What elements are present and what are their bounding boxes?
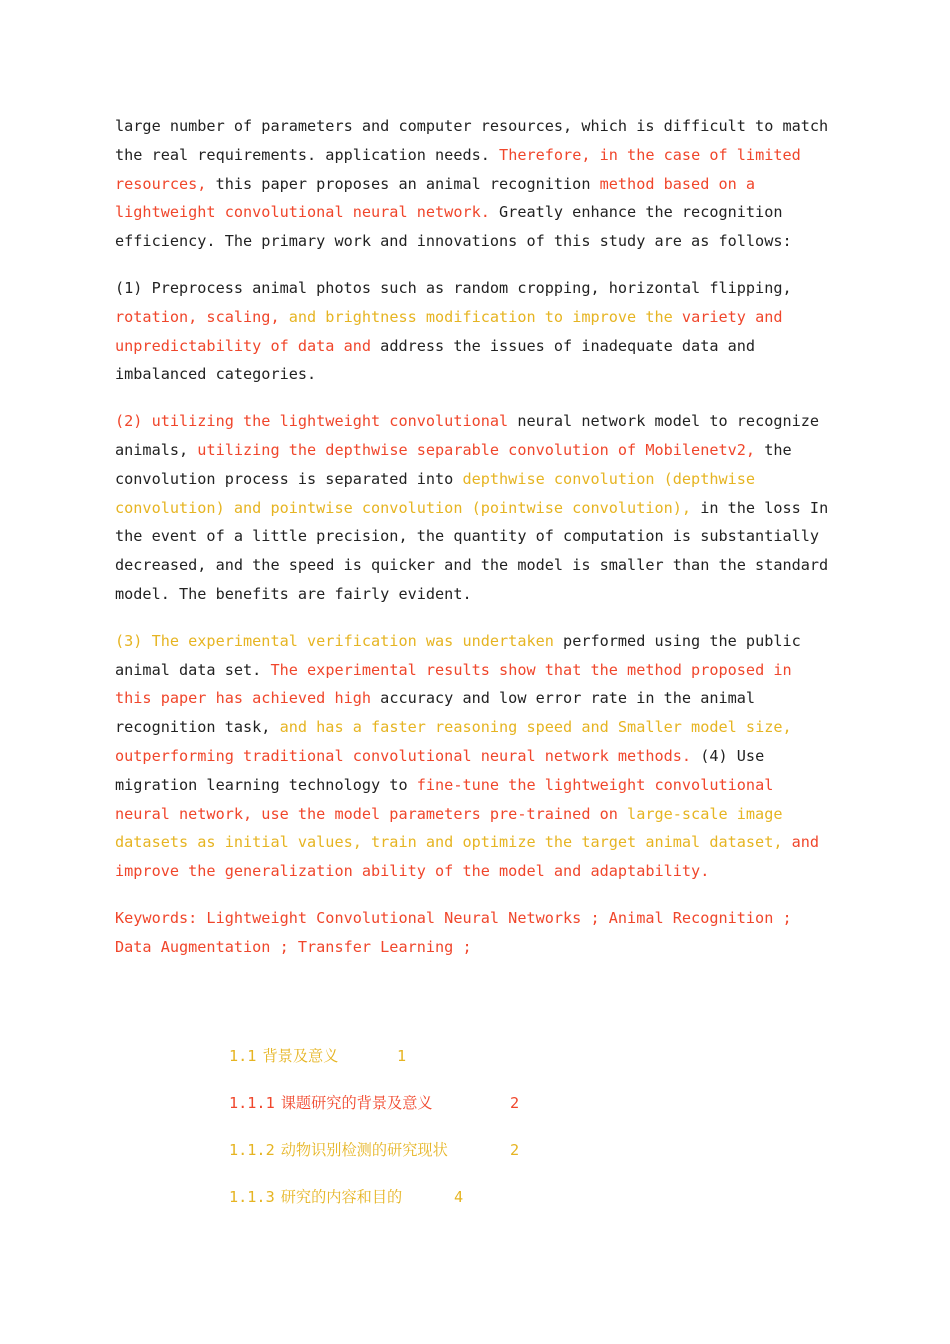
text-segment-red: The experimental results show that the method proposed in this paper has achieved high: [115, 660, 792, 708]
text-segment-red: fine-tune the lightweight convolutional neural network, use the model parameters pre-trained on: [115, 775, 774, 823]
text-segment-yellow: depthwise convolution (depthwise convolution) and pointwise convolution (pointwise convolution),: [115, 469, 756, 517]
text-segment-red: outperforming traditional convolutional neural network methods.: [115, 746, 692, 765]
abstract-paragraph-3: [115, 407, 837, 609]
toc-entry-number: 1.1.1: [229, 1094, 275, 1112]
toc-entry-title: 背景及意义: [262, 1047, 339, 1065]
toc-entry-number: 1.1.3: [229, 1188, 275, 1206]
text-segment-red: utilizing the depthwise separable convolution of Mobilenetv2,: [197, 440, 756, 459]
toc-entry-page: 2: [510, 1094, 520, 1112]
text-segment-normal: performed using the public animal data set.: [115, 631, 801, 679]
text-segment-normal: this paper proposes an animal recognition: [206, 174, 600, 193]
text-segment-red: Therefore, in the case of limited resources,: [115, 145, 801, 193]
text-segment-red: method based on a lightweight convolutional neural network.: [115, 174, 756, 222]
toc-entry-number: 1.1: [229, 1047, 257, 1065]
text-segment-normal: address the issues of inadequate data and imbalanced categories.: [115, 336, 756, 384]
abstract-paragraph-1: [115, 112, 837, 256]
text-segment-red: (2) utilizing the lightweight convolutional: [115, 412, 509, 431]
toc-entry[interactable]: [229, 1181, 649, 1228]
text-segment-normal: Greatly enhance the recognition efficiency. The primary work and innovations of this study are as follows:: [115, 203, 792, 251]
text-segment-yellow: large-scale image datasets as initial values, train and optimize the target animal dataset,: [115, 804, 783, 852]
table-of-contents: [229, 1040, 649, 1228]
abstract-body: [115, 112, 837, 962]
text-segment-red: variety and unpredictability of data and: [115, 307, 783, 355]
text-segment-red: rotation, scaling,: [115, 307, 280, 326]
toc-entry-page: 1: [397, 1047, 407, 1065]
toc-entry-title: 动物识别检测的研究现状: [280, 1141, 448, 1159]
text-segment-normal: large number of parameters and computer resources, which is difficult to match the real requirements. application needs.: [115, 117, 829, 164]
text-segment-yellow: and has a faster reasoning speed and Smaller model size,: [279, 718, 792, 737]
toc-entry[interactable]: [229, 1087, 649, 1134]
abstract-paragraph-4: [115, 627, 837, 886]
toc-entry[interactable]: [229, 1134, 649, 1181]
text-segment-normal: (1) Preprocess animal photos such as random cropping, horizontal flipping,: [115, 278, 792, 297]
text-segment-normal: in the loss In the event of a little precision, the quantity of computation is substantially decreased, and the speed is quicker and the model is smaller than the standard model. The benefits are fairly evident.: [115, 498, 829, 603]
toc-entry-page: 2: [510, 1141, 520, 1159]
text-segment-red: and improve the generalization ability of the model and adaptability.: [115, 833, 820, 881]
toc-entry-title: 研究的内容和目的: [280, 1188, 403, 1206]
text-segment-normal: accuracy and low error rate in the animal recognition task,: [115, 689, 756, 737]
text-segment-yellow: and brightness modification to improve the: [279, 307, 673, 326]
text-segment-normal: neural network model to recognize animals,: [115, 412, 820, 459]
toc-entry-number: 1.1.2: [229, 1141, 275, 1159]
toc-entry-page: 4: [454, 1188, 464, 1206]
toc-entry-title: 课题研究的背景及意义: [280, 1094, 433, 1112]
text-segment-normal: (4) Use migration learning technology to: [115, 746, 765, 794]
keywords-line: Keywords: Lightweight Convolutional Neural Networks ; Animal Recognition ; Data Augmentation ; Transfer Learning ;: [115, 908, 792, 956]
text-segment-normal: the convolution process is separated into: [115, 440, 792, 488]
text-segment-yellow: (3) The experimental verification was undertaken: [115, 631, 554, 650]
abstract-paragraph-2: [115, 274, 837, 389]
toc-entry[interactable]: [229, 1040, 649, 1087]
